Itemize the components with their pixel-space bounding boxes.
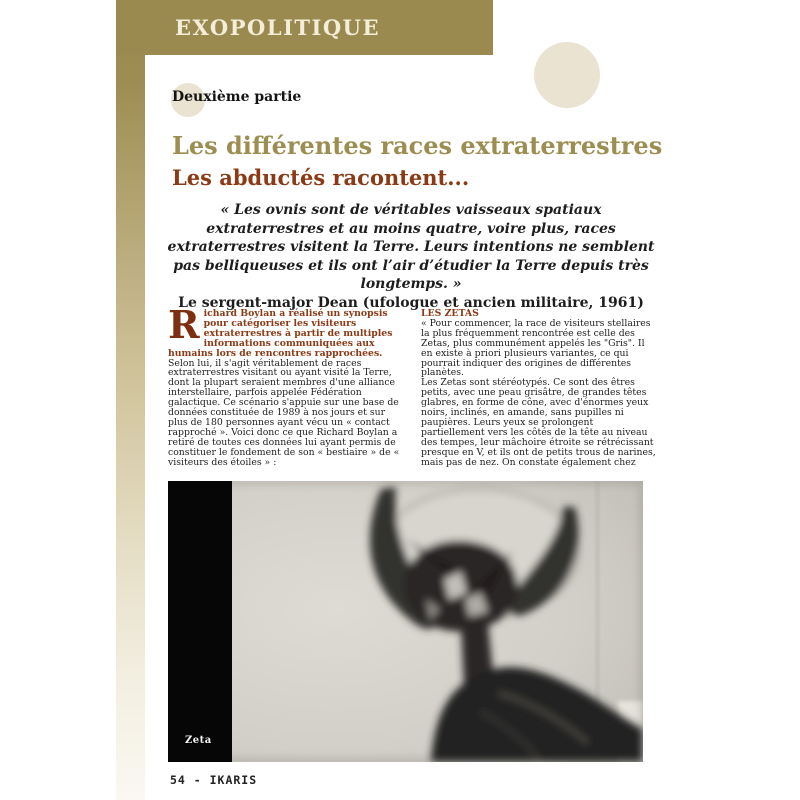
left-gradient-rail xyxy=(116,0,145,800)
section-label: EXOPOLITIQUE xyxy=(175,15,380,40)
intro-bold-text: ichard Boylan a réalisé un synopsis pour catégoriser les visiteurs extraterrestres à partir de multiples informations communiquées aux humains lors de rencontres rapprochées. xyxy=(168,308,393,359)
page-title: Les différentes races extraterrestres xyxy=(172,131,663,160)
zetas-paragraph-1: « Pour commencer, la race de visiteurs stellaires la plus fréquemment rencontrée est celle des Zetas, plus communément appelés les "Gris". Il en existe à priori plusieurs variantes, ce qui pourrait indiquer des origines de différentes planètes. xyxy=(421,317,651,379)
alien-photo xyxy=(168,481,643,762)
part-label: Deuxième partie xyxy=(172,89,302,105)
body-paragraph: Selon lui, il s'agit véritablement de races extraterrestres visitant ou ayant visité la Terre, dont la plupart seraient membres d'une alliance interstellaire, parfois appelée Fédération galactique. Ce scénario s'appuie sur une base de données constituée de 1989 à nos jours et sur plus de 180 personnes ayant vécu un « contact rapproché ». Voici donc ce que Richard Boylan a retiré de toutes ces données lui ayant permis de constituer le fondement de son « bestiaire » de « visiteurs des étoiles » : xyxy=(168,357,400,468)
photo-caption: Zeta xyxy=(185,735,212,746)
section-banner xyxy=(116,0,493,55)
page-subtitle: Les abductés racontent... xyxy=(172,165,470,190)
page-footer: 54 - IKARIS xyxy=(170,773,258,787)
pull-quote-text: « Les ovnis sont de véritables vaisseaux spatiaux extraterrestres et au moins quatre, voire plus, races extraterrestres visitent la Terre. Leurs intentions ne semblent pas belliqueuses et ils ont l’air d’étudier la Terre depuis très longtemps. » xyxy=(167,202,655,293)
pull-quote xyxy=(163,201,659,313)
alien-illustration xyxy=(168,481,643,762)
article-column-right xyxy=(421,309,658,468)
drop-cap: R xyxy=(168,302,200,347)
decorative-circle-large xyxy=(534,42,600,108)
intro-paragraph xyxy=(168,302,405,359)
article-column-left xyxy=(168,302,405,468)
zetas-paragraph-2: Les Zetas sont stéréotypés. Ce sont des êtres petits, avec une peau grisâtre, de grandes têtes glabres, en forme de cône, avec d'énormes yeux noirs, inclinés, en amande, sans pupilles ni paupières. Leurs yeux se prolongent partiellement vers les côtés de la tête au niveau des tempes, leur mâchoire étroite se rétrécissant presque en V, et ils ont de petits trous de narines, mais pas de nez. On constate également chez xyxy=(421,377,656,468)
pull-quote-attribution: Le sergent-major Dean (ufologue et ancien militaire, 1961) xyxy=(178,294,644,311)
zetas-heading: LES ZETAS xyxy=(421,308,479,319)
photo-black-strip xyxy=(168,481,232,762)
